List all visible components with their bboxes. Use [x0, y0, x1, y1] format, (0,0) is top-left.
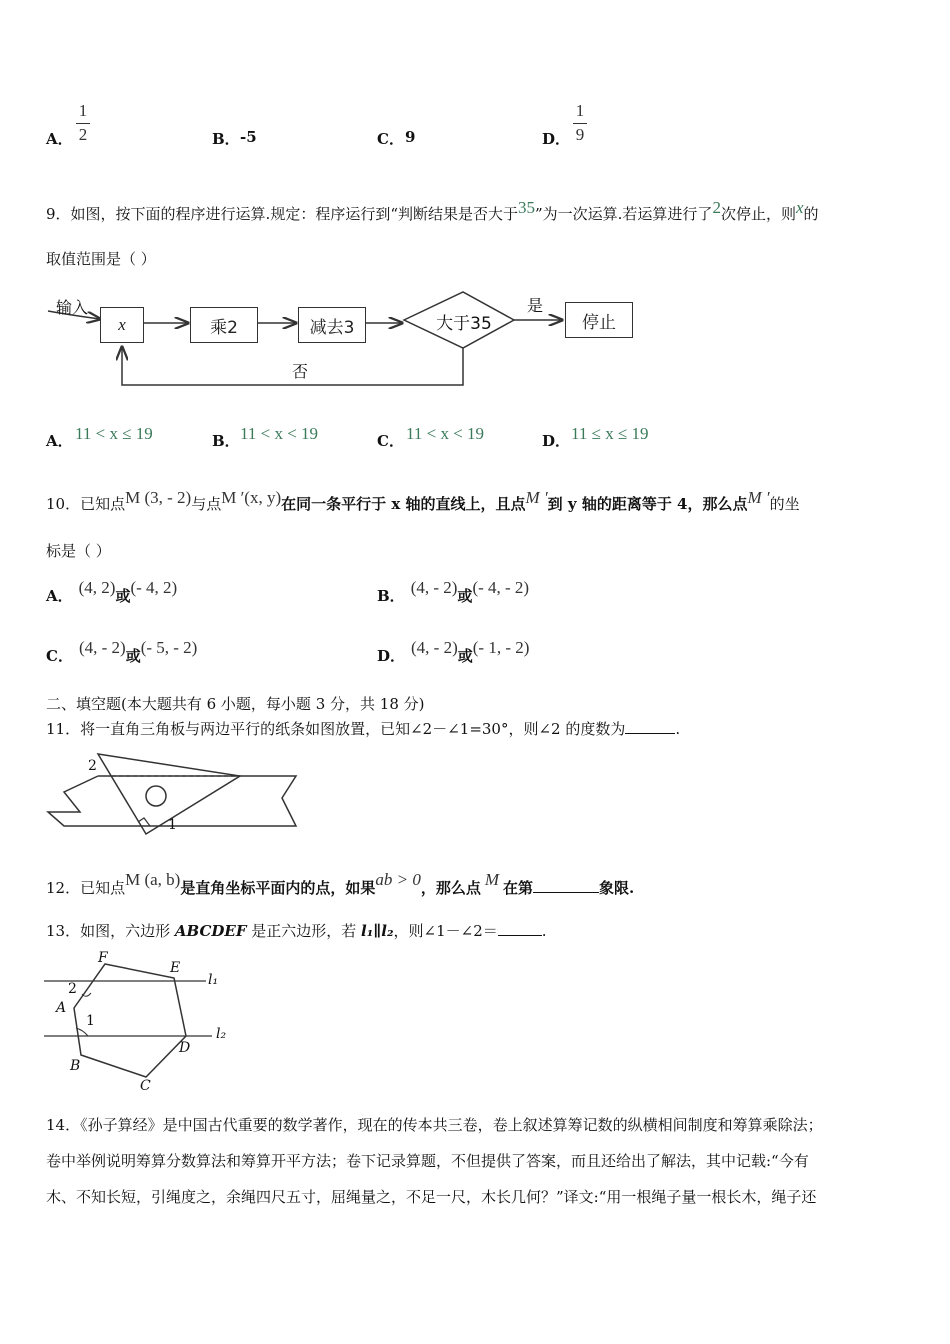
flow-stop-box: 停止	[565, 302, 633, 338]
flow-no-label: 否	[292, 362, 309, 381]
q12-m: M	[484, 870, 500, 889]
q13-stem	[46, 920, 547, 941]
q9-option-b-expr: 11 < x < 19	[240, 424, 319, 443]
label-l1: l₁	[208, 972, 219, 988]
q10-text-b: 与点	[191, 495, 222, 513]
q9-text-c: 次停止，则	[720, 205, 796, 223]
q10-option-d-or: 或	[457, 647, 473, 665]
flow-sub-box: 减去3	[298, 307, 366, 343]
q10-option-b-v1: (4, - 2)	[410, 578, 458, 597]
flow-judge-label: 大于35	[436, 314, 492, 334]
q8-a-denominator: 2	[78, 124, 88, 144]
q11-figure	[46, 748, 306, 838]
q10-option-b-label: B．	[377, 587, 405, 605]
q9-option-b-label: B．	[212, 432, 240, 450]
q8-option-b-label: B．	[212, 130, 240, 148]
q12-condition: ab > 0	[375, 870, 421, 889]
ruler-hole	[146, 786, 166, 806]
flow-mul-box: 乘2	[190, 307, 258, 343]
vertex-c: C	[140, 1078, 151, 1094]
q13-text-a: 13．如图，六边形	[46, 922, 175, 940]
q13-l1: l₁	[361, 922, 374, 940]
q10-option-a-or: 或	[115, 587, 131, 605]
q13-text-c: ，则∠1－∠2＝	[393, 922, 498, 940]
q13-hexagon-name: ABCDEF	[174, 922, 247, 940]
q10-text-c: 在同一条平行于 x 轴的直线上，且点	[281, 495, 526, 513]
q8-option-b-value: -5	[240, 128, 257, 146]
q10-option-c-label: C．	[46, 647, 73, 665]
label-l2: l₂	[216, 1026, 227, 1042]
q9-option-a-label: A．	[46, 432, 73, 450]
vertex-d: D	[179, 1040, 191, 1056]
q11-text-end: .	[675, 720, 681, 738]
q10-option-a-v2: (- 4, 2)	[130, 578, 178, 597]
q10-stem-line1	[46, 488, 800, 514]
q10-option-c	[46, 638, 197, 666]
q9-option-a-expr: 11 < x ≤ 19	[75, 424, 153, 443]
q8-option-d-fraction	[573, 102, 587, 144]
q12-text-e: 象限.	[599, 879, 635, 897]
q10-option-b-or: 或	[457, 587, 473, 605]
section-heading-fill-in: 二、填空题(本大题共有 6 小题，每小题 3 分，共 18 分)	[46, 695, 425, 713]
vertex-a: A	[56, 1000, 67, 1016]
q10-option-c-v1: (4, - 2)	[78, 638, 126, 657]
q10-option-a-v1: (4, 2)	[78, 578, 116, 597]
q12-text-d: 在第	[503, 879, 534, 897]
q10-option-c-or: 或	[125, 647, 141, 665]
q9-var-x: x	[795, 198, 804, 217]
q11-angle-1-label: 1	[168, 817, 177, 833]
q10-option-d-v2: (- 1, - 2)	[472, 638, 530, 657]
q10-point-m-prime: M ′(x, y)	[221, 488, 282, 507]
q14-line2: 卷中举例说明筹算分数算法和筹算开平方法；卷下记录算题，不但提供了答案，而且还给出了解法，其中记载:“今有	[46, 1152, 809, 1170]
q13-text-b: 是正六边形，若	[246, 922, 362, 940]
q9-option-d-expr: 11 ≤ x ≤ 19	[571, 424, 649, 443]
fraction-bar	[573, 123, 587, 124]
q9-flowchart	[40, 285, 680, 400]
q12-text-b: 是直角坐标平面内的点，如果	[180, 879, 376, 897]
q8-a-numerator: 1	[78, 101, 88, 120]
q14-line3: 木、不知长短，引绳度之，余绳四尺五寸，屈绳量之，不足一尺，木长几何？”译文:“用一根绳子量一根长木，绳子还	[46, 1188, 817, 1206]
flow-yes-label: 是	[527, 296, 544, 315]
q10-option-b	[377, 578, 529, 606]
q11-angle-2-label: 2	[88, 758, 97, 774]
q10-option-d	[377, 638, 529, 666]
q9-value-2: 2	[712, 198, 721, 217]
q9-text-d: 的	[803, 205, 819, 223]
q12-answer-blank	[533, 892, 599, 893]
flow-input-label: 输入	[56, 298, 89, 317]
q10-text-e: 的坐	[769, 495, 800, 513]
q13-l2: l₂	[381, 922, 394, 940]
q8-option-a-label: A．	[46, 130, 73, 148]
q14-line1: 14．《孙子算经》是中国古代重要的数学著作，现在的传本共三卷，卷上叙述算筹记数的纵横相间制度和筹算乘除法；	[46, 1116, 823, 1134]
q12-text-c: ，那么点	[420, 879, 481, 897]
q8-option-a-fraction	[76, 102, 90, 144]
q10-option-b-v2: (- 4, - 2)	[472, 578, 530, 597]
q12-point-m: M (a, b)	[125, 870, 181, 889]
q10-stem-line2: 标是（ ）	[46, 542, 111, 560]
flow-x-box: x	[100, 307, 144, 343]
q9-value-35: 35	[517, 198, 535, 217]
q10-m-prime-b: M ′	[747, 488, 770, 507]
q10-text-a: 10．已知点	[46, 495, 126, 513]
vertex-b: B	[70, 1058, 81, 1074]
q13-figure	[40, 950, 240, 1100]
q8-option-c-label: C．	[377, 130, 404, 148]
q12-stem	[46, 870, 634, 898]
fraction-bar	[76, 123, 90, 124]
q10-option-c-v2: (- 5, - 2)	[140, 638, 198, 657]
q10-m-prime-a: M ′	[525, 488, 548, 507]
q13-parallel: ∥	[373, 922, 382, 940]
q9-stem-line1	[46, 198, 819, 224]
q11-text: 11．将一直角三角板与两边平行的纸条如图放置，已知∠2－∠1=30°，则∠2 的度数为	[46, 720, 626, 738]
angle-1-label: 1	[86, 1013, 95, 1029]
q10-option-a-label: A．	[46, 587, 73, 605]
q8-option-d-label: D．	[542, 130, 571, 148]
q10-point-m: M (3, - 2)	[125, 488, 192, 507]
q9-stem-line2: 取值范围是（ ）	[46, 250, 156, 268]
q9-option-c-label: C．	[377, 432, 404, 450]
q9-option-d-label: D．	[542, 432, 571, 450]
q13-text-end: .	[541, 922, 547, 940]
q10-text-d: 到 y 轴的距离等于 4，那么点	[547, 495, 748, 513]
q9-option-c-expr: 11 < x < 19	[406, 424, 485, 443]
q13-answer-blank	[498, 935, 542, 936]
q10-option-d-v1: (4, - 2)	[411, 638, 458, 657]
vertex-f: F	[98, 950, 108, 966]
q12-text-a: 12．已知点	[46, 879, 126, 897]
angle-2-label: 2	[68, 981, 77, 997]
vertex-e: E	[170, 960, 181, 976]
q8-option-c-value: 9	[405, 128, 416, 146]
q8-d-denominator: 9	[575, 124, 585, 144]
q8-d-numerator: 1	[575, 101, 585, 120]
q10-option-a	[46, 578, 177, 606]
q9-text-b: ”为一次运算.若运算进行了	[534, 205, 713, 223]
q11-stem	[46, 718, 680, 739]
q11-answer-blank	[625, 733, 675, 734]
q9-text-a: 9．如图，按下面的程序进行运算.规定：程序运行到“判断结果是否大于	[46, 205, 518, 223]
q10-option-d-label: D．	[377, 647, 406, 665]
